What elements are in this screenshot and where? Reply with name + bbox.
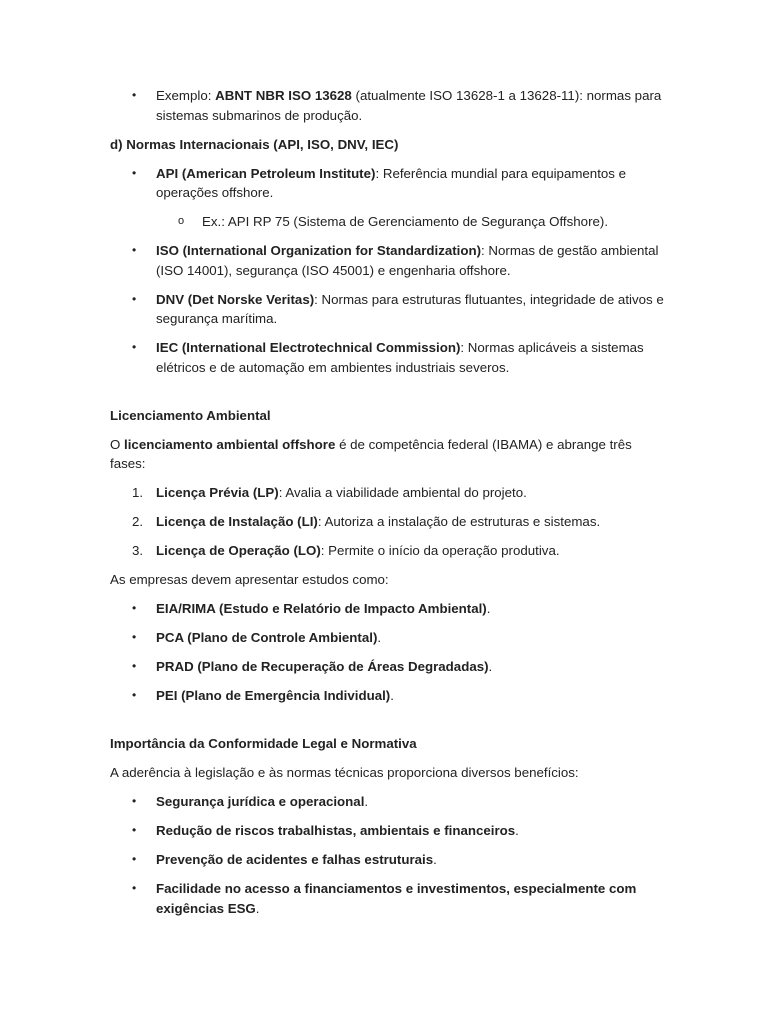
item-bold: Segurança jurídica e operacional	[156, 794, 365, 809]
item-text: : Referência mundial para equipamentos e operações offshore.	[156, 165, 627, 200]
section-spacer	[110, 715, 668, 734]
list-item	[110, 599, 668, 619]
item-prefix: Exemplo:	[156, 88, 216, 103]
studies-intro: As empresas devem apresentar estudos como:	[110, 572, 389, 587]
item-text: .	[486, 601, 491, 616]
example-list	[110, 86, 668, 125]
item-text: .	[364, 794, 369, 809]
list-item	[110, 657, 668, 677]
sub-list-item	[110, 212, 668, 232]
bullet-marker: •	[132, 243, 137, 257]
list-item-dnv	[110, 290, 668, 329]
item-text: : Autoriza a instalação de estruturas e sistemas.	[317, 514, 601, 529]
number-marker: 3.	[132, 543, 144, 558]
item-bold: PCA (Plano de Controle Ambiental)	[156, 630, 378, 645]
item-bold: Prevenção de acidentes e falhas estruturais	[156, 852, 434, 867]
intl-heading: d) Normas Internacionais (API, ISO, DNV, IEC)	[110, 136, 399, 152]
item-text: : Permite o início da operação produtiva.	[320, 543, 560, 558]
item-text: .	[255, 900, 260, 916]
bullet-marker: •	[132, 688, 137, 702]
item-text: .	[390, 688, 394, 703]
list-item	[110, 792, 668, 812]
list-item-iso	[110, 241, 668, 280]
item-bold: Redução de riscos trabalhistas, ambientais e financeiros	[156, 823, 516, 838]
list-item-iec	[110, 338, 668, 377]
intl-standards-list-cont	[110, 241, 668, 377]
item-bold: ISO (International Organization for Standardization)	[156, 243, 482, 258]
bullet-marker: •	[132, 659, 137, 673]
list-item-phase-1	[110, 483, 668, 503]
licenciamento-intro: O licenciamento ambiental offshore é de competência federal (IBAMA) e abrange três fases:	[110, 436, 632, 471]
benefits-list	[110, 792, 668, 918]
item-bold: DNV (Det Norske Veritas)	[156, 291, 315, 307]
bullet-marker: •	[132, 794, 137, 808]
section-spacer	[110, 387, 668, 406]
item-bold: EIA/RIMA (Estudo e Relatório de Impacto Ambiental)	[156, 601, 487, 616]
item-bold: ABNT NBR ISO 13628	[215, 88, 352, 103]
bullet-marker: •	[132, 340, 137, 354]
list-item-phase-2	[110, 512, 668, 532]
bullet-marker: •	[132, 88, 137, 102]
importancia-intro: A aderência à legislação e às normas técnicas proporciona diversos benefícios:	[110, 765, 579, 780]
list-item-api	[110, 164, 668, 203]
list-item	[110, 86, 668, 125]
bullet-marker: •	[132, 630, 137, 644]
number-marker: 2.	[132, 514, 144, 529]
license-phases-list	[110, 483, 668, 561]
list-item	[110, 850, 668, 870]
item-bold: Licença de Operação (LO)	[156, 543, 321, 558]
item-text: .	[515, 823, 519, 838]
importancia-heading: Importância da Conformidade Legal e Normativa	[110, 736, 417, 751]
studies-list	[110, 599, 668, 706]
item-bold: Licença de Instalação (LI)	[156, 514, 318, 529]
item-text: .	[377, 630, 382, 645]
item-text: : Avalia a viabilidade ambiental do projeto.	[278, 485, 527, 500]
list-item	[110, 686, 668, 706]
item-text: : Normas aplicáveis a sistemas elétricos e de automação em ambientes industriais severos.	[156, 340, 644, 375]
item-bold: PRAD (Plano de Recuperação de Áreas Degradadas)	[156, 659, 489, 674]
bullet-marker: •	[132, 881, 137, 895]
sub-bullet-marker: o	[178, 215, 185, 227]
number-marker: 1.	[132, 485, 144, 500]
item-bold: Licença Prévia (LP)	[156, 485, 279, 500]
item-text: : Normas para estruturas flutuantes, integridade de ativos e segurança marítima.	[156, 291, 664, 326]
item-text: : Normas de gestão ambiental (ISO 14001), segurança (ISO 45001) e engenharia offshore.	[156, 243, 659, 278]
bullet-marker: •	[132, 291, 137, 306]
item-text: (atualmente ISO 13628-1 a 13628-11): normas para sistemas submarinos de produção.	[156, 88, 662, 123]
item-bold: API (American Petroleum Institute)	[156, 165, 376, 181]
intl-standards-list	[110, 164, 668, 203]
item-bold: PEI (Plano de Emergência Individual)	[156, 688, 391, 703]
bullet-marker: •	[132, 601, 137, 615]
list-item	[110, 821, 668, 841]
list-item-phase-3	[110, 541, 668, 561]
list-item	[110, 628, 668, 648]
item-text: Ex.: API RP 75 (Sistema de Gerenciamento de Segurança Offshore).	[202, 214, 609, 229]
bullet-marker: •	[132, 823, 137, 837]
licenciamento-heading: Licenciamento Ambiental	[110, 407, 271, 423]
bullet-marker: •	[132, 165, 137, 180]
list-item	[110, 879, 668, 918]
api-sub-list	[110, 212, 668, 232]
item-text: .	[433, 852, 437, 867]
item-bold: IEC (International Electrotechnical Commission)	[156, 340, 461, 355]
bullet-marker: •	[132, 852, 137, 866]
item-text: .	[488, 659, 493, 674]
item-bold: Facilidade no acesso a financiamentos e investimentos, especialmente com exigências ESG	[156, 881, 637, 916]
